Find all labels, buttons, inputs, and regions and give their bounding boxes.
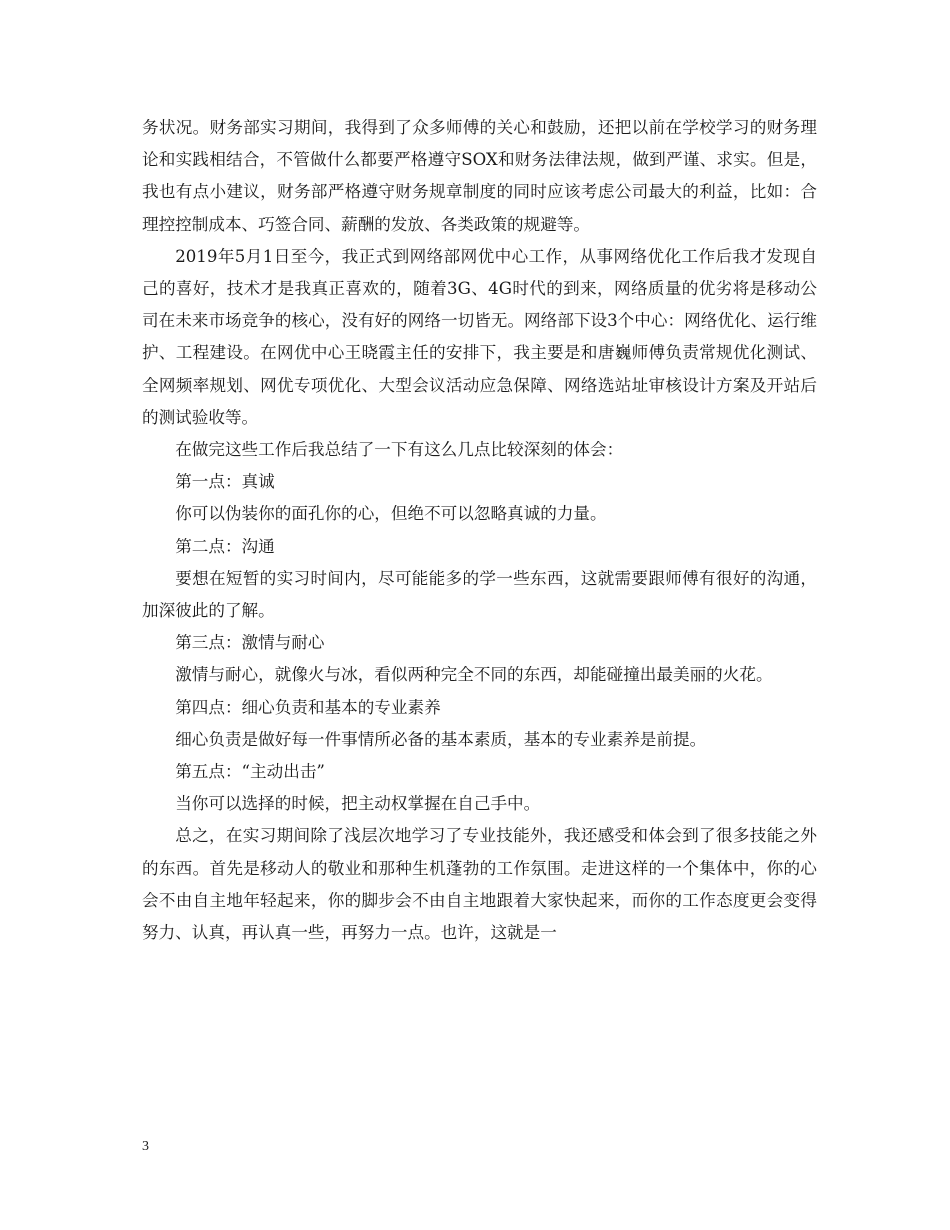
point-heading-2: 第二点：沟通 xyxy=(175,536,275,556)
point-body-4: 细心负责是做好每一件事情所必备的基本素质，基本的专业素养是前提。 xyxy=(175,729,707,749)
point-heading-3: 第三点：激情与耐心 xyxy=(175,633,325,653)
point-body-2: 要想在短暂的实习时间内，尽可能能多的学一些东西，这就需要跟师傅有很好的沟通，加深彼此的了解。 xyxy=(142,568,817,621)
point-heading-5: 第五点：“主动出击” xyxy=(175,762,325,782)
paragraph-summary-intro: 在做完这些工作后我总结了一下有这么几点比较深刻的体会： xyxy=(175,440,624,460)
paragraph-network-department: 2019年5月1日至今，我正式到网络部网优中心工作，从事网络优化工作后我才发现自己的喜好，技术才是我真正喜欢的，随着3G、4G时代的到来，网络质量的优劣将是移动公司在未来市场竞争的核心，没有好的网络一切皆无。网络部下设3个中心：网络优化、运行维护、工程建设。在网优中心王晓霞主任的安排下，我主要是和唐巍师傅负责常规优化测试、全网频率规划、网优专项优化、大型会议活动应急保障、网络选站址审核设计方案及开站后的测试验收等。 xyxy=(142,246,817,427)
paragraph-conclusion: 总之，在实习期间除了浅层次地学习了专业技能外，我还感受和体会到了很多技能之外的东西。首先是移动人的敬业和那种生机蓬勃的工作氛围。走进这样的一个集体中，你的心会不由自主地年轻起来，你的脚步会不由自主地跟着大家快起来，而你的工作态度更会变得努力、认真，再认真一些，再努力一点。也许，这就是一 xyxy=(142,826,817,943)
paragraph-finance-status: 务状况。财务部实习期间，我得到了众多师傅的关心和鼓励，还把以前在学校学习的财务理论和实践相结合，不管做什么都要严格遵守SOX和财务法律法规，做到严谨、求实。但是，我也有点小建议，财务部严格遵守财务规章制度的同时应该考虑公司最大的利益，比如：合理控控制成本、巧签合同、薪酬的发放、各类政策的规避等。 xyxy=(142,118,817,234)
document-body xyxy=(142,112,817,949)
page-number: 3 xyxy=(142,1139,149,1154)
point-heading-4: 第四点：细心负责和基本的专业素养 xyxy=(175,697,441,717)
point-heading-1: 第一点：真诚 xyxy=(175,472,275,492)
point-body-5: 当你可以选择的时候，把主动权掌握在自己手中。 xyxy=(175,794,541,814)
point-body-1: 你可以伪装你的面孔你的心，但绝不可以忽略真诚的力量。 xyxy=(175,504,607,524)
point-body-3: 激情与耐心，就像火与冰，看似两种完全不同的东西，却能碰撞出最美丽的火花。 xyxy=(175,665,773,685)
